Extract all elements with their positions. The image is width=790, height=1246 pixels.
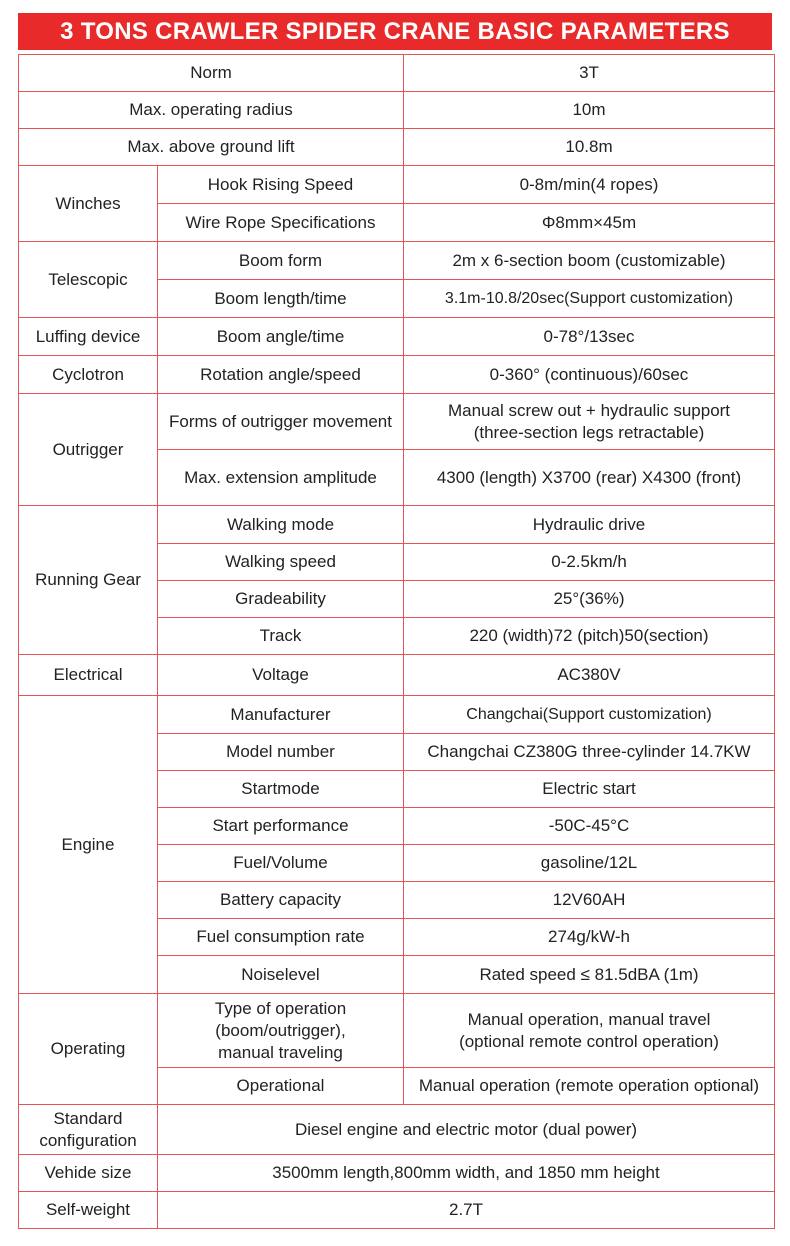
param-label: Operational	[158, 1068, 404, 1105]
param-label: Boom length/time	[158, 280, 404, 318]
param-value: Changchai(Support customization)	[404, 696, 775, 734]
table-row	[19, 242, 775, 280]
param-value: Changchai CZ380G three-cylinder 14.7KW	[404, 734, 775, 771]
table-row	[19, 55, 775, 92]
param-value: Electric start	[404, 771, 775, 808]
group-label: Luffing device	[19, 318, 158, 356]
param-label: Rotation angle/speed	[158, 356, 404, 394]
table-row	[19, 129, 775, 166]
param-value: -50C-45°C	[404, 808, 775, 845]
param-label: Forms of outrigger movement	[158, 394, 404, 450]
table-row	[19, 655, 775, 696]
param-value: Φ8mm×45m	[404, 204, 775, 242]
param-value: 25°(36%)	[404, 581, 775, 618]
param-label: Voltage	[158, 655, 404, 696]
param-label: Track	[158, 618, 404, 655]
param-label: Fuel consumption rate	[158, 919, 404, 956]
param-value: Hydraulic drive	[404, 506, 775, 544]
group-label: Outrigger	[19, 394, 158, 506]
table-row	[19, 1155, 775, 1192]
param-value: Diesel engine and electric motor (dual power)	[158, 1105, 775, 1155]
param-value: 10m	[404, 92, 775, 129]
param-label: Model number	[158, 734, 404, 771]
group-label: Cyclotron	[19, 356, 158, 394]
group-label: Vehide size	[19, 1155, 158, 1192]
group-label: Engine	[19, 696, 158, 994]
group-label: Self-weight	[19, 1192, 158, 1229]
parameters-table	[18, 54, 775, 1229]
param-value: 0-8m/min(4 ropes)	[404, 166, 775, 204]
param-value-line: (three-section legs retractable)	[473, 422, 705, 442]
param-value: 2.7T	[158, 1192, 775, 1229]
param-value: 2m x 6-section boom (customizable)	[404, 242, 775, 280]
param-value: 0-360° (continuous)/60sec	[404, 356, 775, 394]
group-label: Telescopic	[19, 242, 158, 318]
param-label: Max. above ground lift	[19, 129, 404, 166]
param-label: Battery capacity	[158, 882, 404, 919]
group-label: Electrical	[19, 655, 158, 696]
param-value: 4300 (length) X3700 (rear) X4300 (front)	[404, 450, 775, 506]
table-row	[19, 356, 775, 394]
param-label: Walking mode	[158, 506, 404, 544]
table-row	[19, 166, 775, 204]
param-value: 0-78°/13sec	[404, 318, 775, 356]
param-value: 274g/kW-h	[404, 919, 775, 956]
param-label: Boom form	[158, 242, 404, 280]
group-label: Running Gear	[19, 506, 158, 655]
param-label: Max. operating radius	[19, 92, 404, 129]
param-value	[404, 994, 775, 1068]
group-label	[19, 1105, 158, 1155]
param-label-line: Type of operation	[214, 998, 347, 1018]
table-row	[19, 394, 775, 450]
param-label: Max. extension amplitude	[158, 450, 404, 506]
param-label	[158, 994, 404, 1068]
param-value: 12V60AH	[404, 882, 775, 919]
param-label: Hook Rising Speed	[158, 166, 404, 204]
param-value: Rated speed ≤ 81.5dBA (1m)	[404, 956, 775, 994]
param-value-line: Manual screw out + hydraulic support	[447, 400, 731, 420]
param-label: Wire Rope Specifications	[158, 204, 404, 242]
param-label: Noiselevel	[158, 956, 404, 994]
param-value: Manual operation (remote operation optional)	[404, 1068, 775, 1105]
group-label: Operating	[19, 994, 158, 1105]
param-value: 0-2.5km/h	[404, 544, 775, 581]
param-value: 3500mm length,800mm width, and 1850 mm height	[158, 1155, 775, 1192]
param-value	[404, 394, 775, 450]
param-label: Boom angle/time	[158, 318, 404, 356]
table-row	[19, 1192, 775, 1229]
table-row	[19, 318, 775, 356]
param-value: 10.8m	[404, 129, 775, 166]
group-label: Winches	[19, 166, 158, 242]
param-label: Start performance	[158, 808, 404, 845]
param-label: Norm	[19, 55, 404, 92]
param-label-line: (boom/outrigger),	[215, 1020, 346, 1040]
table-row	[19, 506, 775, 544]
param-value: AC380V	[404, 655, 775, 696]
group-label-line: configuration	[39, 1130, 137, 1150]
param-value: 220 (width)72 (pitch)50(section)	[404, 618, 775, 655]
param-label: Startmode	[158, 771, 404, 808]
param-value: gasoline/12L	[404, 845, 775, 882]
param-label: Fuel/Volume	[158, 845, 404, 882]
table-row	[19, 92, 775, 129]
param-label: Gradeability	[158, 581, 404, 618]
param-value-line: Manual operation, manual travel	[467, 1009, 711, 1029]
param-value-line: (optional remote control operation)	[459, 1031, 719, 1051]
param-label: Walking speed	[158, 544, 404, 581]
table-row	[19, 994, 775, 1068]
table-row	[19, 696, 775, 734]
table-row	[19, 1105, 775, 1155]
page-title: 3 TONS CRAWLER SPIDER CRANE BASIC PARAMETERS	[18, 13, 772, 50]
param-value: 3T	[404, 55, 775, 92]
param-label-line: manual traveling	[218, 1042, 343, 1062]
group-label-line: Standard	[53, 1108, 123, 1128]
param-value: 3.1m-10.8/20sec(Support customization)	[404, 280, 775, 318]
param-label: Manufacturer	[158, 696, 404, 734]
